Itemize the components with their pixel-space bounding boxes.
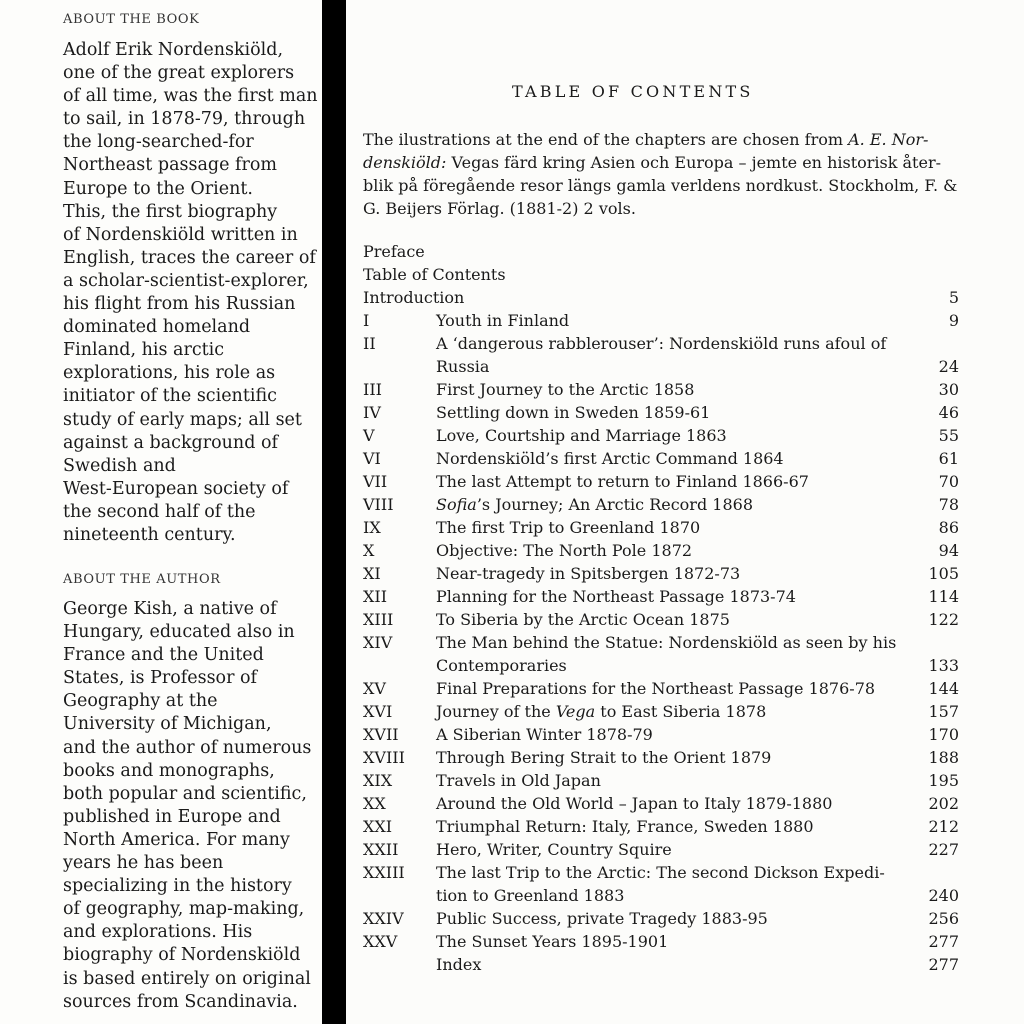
text-line: and explorations. His: [63, 922, 253, 943]
toc-chapter-title: Final Preparations for the Northeast Passage 1876-78: [436, 679, 876, 698]
toc-chapter-title: Through Bering Strait to the Orient 1879: [436, 748, 772, 767]
text-line: both popular and scientific,: [63, 783, 307, 804]
toc-chapter-title: [436, 861, 926, 907]
toc-chapter-title: A Siberian Winter 1878-79: [436, 725, 653, 744]
note-author-ref: denskiöld:: [363, 153, 447, 172]
toc-chapter-title-line: Contemporaries: [436, 656, 567, 675]
toc-chapter-page: 212: [928, 817, 959, 836]
toc-chapter-number: XXIV: [363, 909, 404, 928]
toc-chapter-number: XV: [363, 679, 386, 698]
text-line: books and monographs,: [63, 760, 275, 781]
toc-chapter-number: X: [363, 541, 375, 560]
note-author-ref: A. E. Nor-: [848, 130, 929, 149]
toc-chapter-number: XVI: [363, 702, 393, 721]
text-line: against a background of: [63, 432, 278, 453]
toc-chapter-number: XVII: [363, 725, 399, 744]
text-line: Swedish and: [63, 455, 176, 476]
toc-chapter-20: [363, 792, 959, 815]
text-line: a scholar-scientist-explorer,: [63, 270, 309, 291]
toc-chapter-13: [363, 608, 959, 631]
toc-chapter-21: [363, 815, 959, 838]
text-line: France and the United: [63, 645, 264, 666]
toc-chapter-number: I: [363, 311, 370, 330]
toc-chapter-title: To Siberia by the Arctic Ocean 1875: [436, 610, 730, 629]
toc-chapter-page: 170: [928, 725, 959, 744]
note-line: The ilustrations at the end of the chapters are chosen from A. E. Nor-: [363, 130, 929, 149]
toc-chapter-number: VI: [363, 449, 381, 468]
toc-chapter-5: [363, 424, 959, 447]
about-author-heading: ABOUT THE AUTHOR: [63, 572, 221, 587]
about-book-heading: ABOUT THE BOOK: [63, 12, 200, 27]
toc-chapter-title-italic: Vega: [555, 702, 596, 721]
toc-chapter-page: 94: [938, 541, 959, 560]
toc-chapter-6: [363, 447, 959, 470]
toc-chapter-title-line: Russia: [436, 357, 490, 376]
toc-illustration-note: [363, 128, 983, 220]
about-author-text: [63, 598, 321, 1014]
note-line: blik på föregående resor längs gamla verldens nordkust. Stockholm, F. &: [363, 176, 958, 195]
text-line: explorations, his role as: [63, 363, 276, 384]
toc-chapter-page: 195: [928, 771, 959, 790]
left-page: [0, 0, 322, 1024]
text-line: English, traces the career of: [63, 247, 316, 268]
toc-chapter-1: [363, 309, 959, 332]
toc-chapter-title: Youth in Finland: [436, 311, 570, 330]
text-line: Europe to the Orient.: [63, 178, 253, 199]
toc-chapter-9: [363, 516, 959, 539]
toc-chapter-25: [363, 930, 959, 953]
note-line: denskiöld: Vegas färd kring Asien och Europa – jemte en historisk åter-: [363, 153, 942, 172]
toc-chapter-title: The last Attempt to return to Finland 1866-67: [436, 472, 809, 491]
toc-chapter-title: Index: [436, 955, 482, 974]
toc-chapter-number: VII: [363, 472, 388, 491]
toc-chapter-title: Travels in Old Japan: [436, 771, 601, 790]
toc-chapter-title: [436, 332, 926, 378]
toc-chapter-title: The first Trip to Greenland 1870: [436, 518, 701, 537]
text-line: sources from Scandinavia.: [63, 991, 298, 1012]
toc-chapter-page: 86: [938, 518, 959, 537]
toc-chapter-number: IX: [363, 518, 381, 537]
toc-chapter-title: Sofia’s Journey; An Arctic Record 1868: [436, 495, 753, 514]
toc-chapter-12: [363, 585, 959, 608]
toc-chapter-title: Around the Old World – Japan to Italy 1879-1880: [436, 794, 833, 813]
toc-entry-table-of-contents: [363, 263, 959, 286]
toc-chapter-title-line: The last Trip to the Arctic: The second Dickson Expedi-: [436, 863, 885, 882]
toc-chapter-number: V: [363, 426, 375, 445]
toc-entry-introduction: [363, 286, 959, 309]
about-book-text: [63, 39, 321, 547]
toc-chapter-title: Love, Courtship and Marriage 1863: [436, 426, 727, 445]
toc-chapter-number: III: [363, 380, 382, 399]
toc-chapter-number: IV: [363, 403, 381, 422]
toc-chapter-title: Settling down in Sweden 1859-61: [436, 403, 711, 422]
text-line: one of the great explorers: [63, 63, 295, 84]
toc-chapter-3: [363, 378, 959, 401]
toc-chapter-number: XIII: [363, 610, 394, 629]
note-line: G. Beijers Förlag. (1881-2) 2 vols.: [363, 199, 636, 218]
toc-chapter-title: First Journey to the Arctic 1858: [436, 380, 695, 399]
toc-chapter-page: 277: [928, 955, 959, 974]
text-line: Northeast passage from: [63, 155, 278, 176]
toc-chapter-page: 256: [928, 909, 959, 928]
toc-chapter-title: Triumphal Return: Italy, France, Sweden 1880: [436, 817, 814, 836]
toc-chapter-24: [363, 907, 959, 930]
toc-entry-title: Preface: [363, 242, 425, 261]
toc-chapter-number: XI: [363, 564, 381, 583]
text-line: biography of Nordenskiöld: [63, 945, 301, 966]
toc-chapter-title: Nordenskiöld’s first Arctic Command 1864: [436, 449, 784, 468]
toc-chapter-19: [363, 769, 959, 792]
toc-chapter-number: XIV: [363, 633, 393, 652]
toc-chapter-22: [363, 838, 959, 861]
toc-chapter-title-line: The Man behind the Statue: Nordenskiöld as seen by his: [436, 633, 897, 652]
text-line: George Kish, a native of: [63, 599, 277, 619]
text-line: and the author of numerous: [63, 737, 312, 758]
toc-chapter-10: [363, 539, 959, 562]
toc-chapter-page: 78: [938, 495, 959, 514]
text-line: States, is Professor of: [63, 668, 258, 689]
text-line: is based entirely on original: [63, 968, 311, 989]
text-line: published in Europe and: [63, 806, 281, 827]
toc-chapter-page: 46: [938, 403, 959, 422]
text-line: Geography at the: [63, 691, 218, 712]
toc-chapter-15: [363, 677, 959, 700]
toc-chapter-page: 227: [928, 840, 959, 859]
toc-chapter-title: Journey of the Vega to East Siberia 1878: [436, 702, 767, 721]
toc-chapter-8: [363, 493, 959, 516]
toc-chapter-page: 133: [928, 656, 959, 675]
text-line: to sail, in 1878-79, through: [63, 109, 306, 130]
toc-chapter-title: Planning for the Northeast Passage 1873-74: [436, 587, 796, 606]
text-line: study of early maps; all set: [63, 409, 302, 430]
text-line: of geography, map-making,: [63, 899, 305, 920]
text-line: University of Michigan,: [63, 714, 272, 735]
toc-entry-title: Table of Contents: [363, 265, 506, 284]
text-line: of all time, was the first man: [63, 86, 318, 107]
toc-chapter-page: 70: [938, 472, 959, 491]
toc-chapter-page: 277: [928, 932, 959, 951]
toc-chapter-page: 55: [938, 426, 959, 445]
toc-entry-page: 5: [948, 288, 959, 307]
about-book-paragraph-2: [63, 201, 321, 547]
toc-chapter-11: [363, 562, 959, 585]
toc-chapter-title: Hero, Writer, Country Squire: [436, 840, 672, 859]
toc-chapter-number: XXIII: [363, 863, 405, 882]
toc-chapter-17: [363, 723, 959, 746]
toc-chapter-number: XXV: [363, 932, 398, 951]
toc-chapter-18: [363, 746, 959, 769]
toc-chapter-page: 240: [928, 886, 959, 905]
text-line: specializing in the history: [63, 876, 292, 897]
toc-chapter-16: [363, 700, 959, 723]
text-line: the long-searched-for: [63, 132, 254, 153]
text-line: North America. For many: [63, 829, 290, 850]
about-book-paragraph-1: [63, 39, 321, 201]
text-line: nineteenth century.: [63, 524, 236, 545]
text-line: Adolf Erik Nordenskiöld,: [63, 40, 284, 60]
text-line: his flight from his Russian: [63, 294, 296, 315]
toc-chapter-number: XX: [363, 794, 386, 813]
text-line: of Nordenskiöld written in: [63, 224, 298, 245]
text-line: initiator of the scientific: [63, 386, 277, 407]
toc-chapter-number: XVIII: [363, 748, 405, 767]
text-line: West-European society of: [63, 478, 289, 499]
toc-chapter-page: 188: [928, 748, 959, 767]
toc-list: [363, 240, 959, 976]
toc-chapter-4: [363, 401, 959, 424]
toc-chapter-title-italic: Sofia: [436, 495, 477, 514]
toc-chapter-number: XIX: [363, 771, 393, 790]
toc-chapter-title-line: tion to Greenland 1883: [436, 886, 625, 905]
toc-chapter-number: II: [363, 334, 376, 353]
toc-chapter-page: 61: [938, 449, 959, 468]
toc-chapter-title-line: A ‘dangerous rabblerouser’: Nordenskiöld runs afoul of: [436, 334, 887, 353]
toc-chapter-23: [363, 861, 959, 907]
toc-chapter-page: 202: [928, 794, 959, 813]
toc-chapter-title: The Sunset Years 1895-1901: [436, 932, 669, 951]
text-line: years he has been: [63, 853, 224, 874]
toc-entry-preface: [363, 240, 959, 263]
text-line: This, the first biography: [63, 201, 278, 222]
toc-chapter-title: Public Success, private Tragedy 1883-95: [436, 909, 768, 928]
toc-entry-title: Introduction: [363, 288, 465, 307]
toc-chapter-number: XII: [363, 587, 388, 606]
toc-chapter-page: 114: [928, 587, 959, 606]
text-line: Hungary, educated also in: [63, 622, 295, 643]
toc-chapter-number: VIII: [363, 495, 394, 514]
toc-chapter-7: [363, 470, 959, 493]
toc-chapter-page: 9: [948, 311, 959, 330]
toc-chapter-page: 144: [928, 679, 959, 698]
toc-chapter-number: XXI: [363, 817, 393, 836]
toc-chapter-page: 157: [928, 702, 959, 721]
toc-chapter-number: XXII: [363, 840, 399, 859]
text-line: dominated homeland: [63, 317, 251, 338]
toc-chapter-title: Objective: The North Pole 1872: [436, 541, 693, 560]
toc-chapter-page: 30: [938, 380, 959, 399]
book-spine-gutter: [322, 0, 346, 1024]
toc-chapter-page: 122: [928, 610, 959, 629]
toc-chapter-page: 24: [938, 357, 959, 376]
toc-chapter-page: 105: [928, 564, 959, 583]
toc-chapter-title: [436, 631, 926, 677]
text-line: Finland, his arctic: [63, 340, 225, 361]
toc-chapter-title: Near-tragedy in Spitsbergen 1872-73: [436, 564, 741, 583]
toc-chapter-14: [363, 631, 959, 677]
text-line: the second half of the: [63, 501, 256, 522]
about-author-paragraph: [63, 598, 321, 1014]
toc-chapter-2: [363, 332, 959, 378]
toc-entry-index: [363, 953, 959, 976]
toc-title: TABLE OF CONTENTS: [512, 82, 754, 101]
